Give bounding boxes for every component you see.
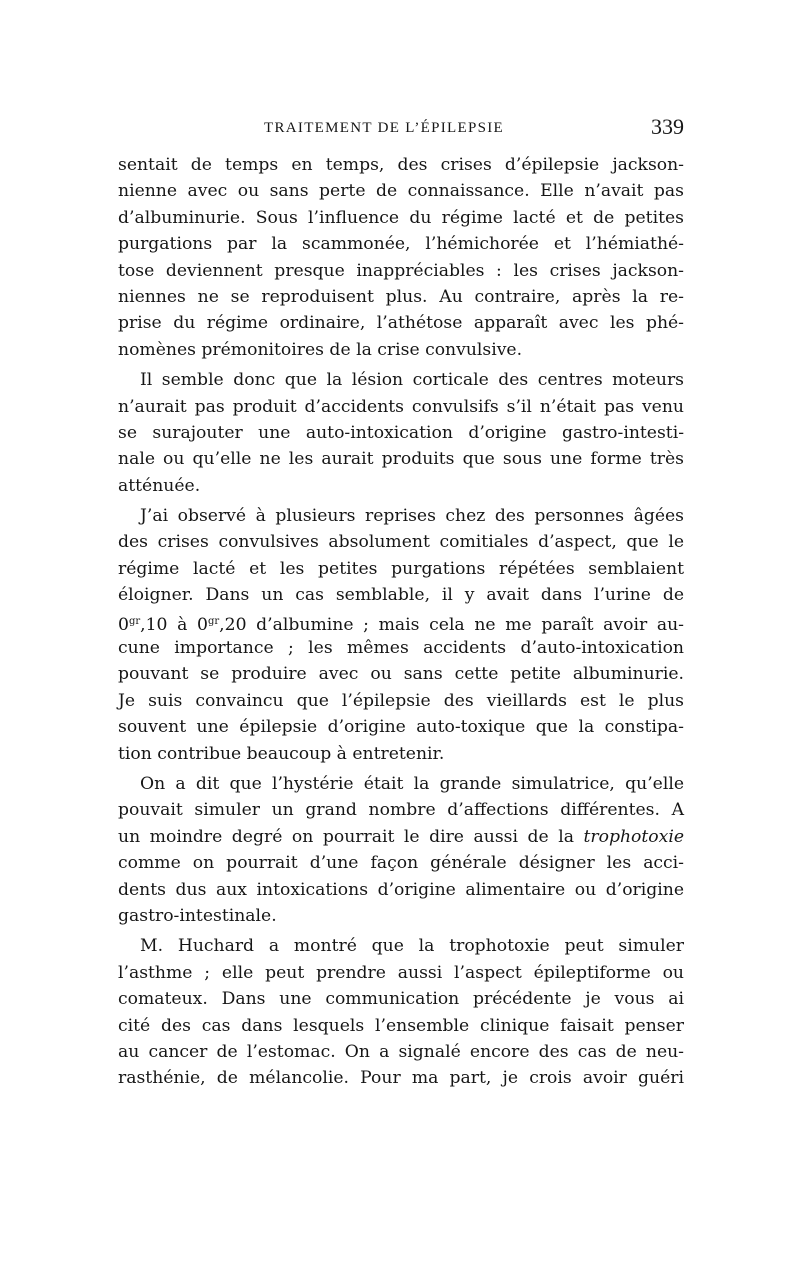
running-header <box>118 114 684 144</box>
paragraph <box>118 933 684 1091</box>
text-line: pouvant se produire avec ou sans cette petite albuminurie. <box>118 664 684 685</box>
text-line: tion contribue beaucoup à entretenir. <box>118 743 445 764</box>
text-line: comateux. Dans une communication précédente je vous ai <box>118 989 684 1010</box>
text-line: M. Huchard a montré que la trophotoxie peut simuler <box>140 936 684 957</box>
text-line: purgations par la scammonée, l’hémichorée et l’hémiathé- <box>118 234 684 255</box>
text-line: un moindre degré on pourrait le dire aussi de la trophotoxie <box>118 826 684 847</box>
text-line: dents dus aux intoxications d’origine alimentaire ou d’origine <box>118 879 684 900</box>
running-title: TRAITEMENT DE L’ÉPILEPSIE <box>264 120 504 136</box>
text-line: sentait de temps en temps, des crises d’épilepsie jackson- <box>118 155 684 175</box>
text-line: Je suis convaincu que l’épilepsie des vieillards est le plus <box>118 690 684 711</box>
paragraph <box>118 503 684 767</box>
text-line: n’aurait pas produit d’accidents convulsifs s’il n’était pas venu <box>118 396 684 417</box>
text-line: $0^{gr},10$ à $0^{gr},20$ d’albumine ; mais cela ne me paraît avoir au- <box>118 614 684 635</box>
text-line: d’albuminurie. Sous l’influence du régime lacté et de petites <box>118 207 684 228</box>
text-line: éloigner. Dans un cas semblable, il y avait dans l’urine de <box>118 585 684 606</box>
text-line: gastro-intestinale. <box>118 905 277 926</box>
text-line: régime lacté et les petites purgations répétées semblaient <box>118 558 684 579</box>
page-number: 339 <box>651 114 684 139</box>
paragraph <box>118 771 684 929</box>
text-line: au cancer de l’estomac. On a signalé encore des cas de neu- <box>118 1041 684 1062</box>
paragraph <box>118 367 684 499</box>
text-line: nomènes prémonitoires de la crise convulsive. <box>118 339 523 360</box>
text-line: prise du régime ordinaire, l’athétose apparaît avec les phé- <box>118 313 684 334</box>
body-text <box>118 152 684 1092</box>
text-line: atténuée. <box>118 475 201 496</box>
text-line: cité des cas dans lesquels l’ensemble clinique faisait penser <box>118 1015 684 1036</box>
text-line: On a dit que l’hystérie était la grande simulatrice, qu’elle <box>140 773 684 794</box>
text-line: nienne avec ou sans perte de connaissance. Elle n’avait pas <box>118 181 684 202</box>
text-line: comme on pourrait d’une façon générale désigner les acci- <box>118 853 684 874</box>
text-line: cune importance ; les mêmes accidents d’auto-intoxication <box>118 638 684 659</box>
text-line: rasthénie, de mélancolie. Pour ma part, je crois avoir guéri <box>118 1068 684 1089</box>
text-line: tose deviennent presque inappréciables : les crises jackson- <box>118 260 684 281</box>
text-line: pouvait simuler un grand nombre d’affections différentes. A <box>118 800 684 821</box>
text-line: souvent une épilepsie d’origine auto-toxique que la constipa- <box>118 717 684 738</box>
text-line: J’ai observé à plusieurs reprises chez des personnes âgées <box>140 506 684 527</box>
paragraph <box>118 152 684 363</box>
text-line: Il semble donc que la lésion corticale des centres moteurs <box>140 370 684 391</box>
text-line: se surajouter une auto-intoxication d’origine gastro-intesti- <box>118 422 684 443</box>
text-line: nale ou qu’elle ne les aurait produits que sous une forme très <box>118 449 684 470</box>
text-line: niennes ne se reproduisent plus. Au contraire, après la re- <box>118 286 684 307</box>
text-line: l’asthme ; elle peut prendre aussi l’aspect épileptiforme ou <box>118 962 684 983</box>
text-line: des crises convulsives absolument comitiales d’aspect, que le <box>118 532 684 553</box>
